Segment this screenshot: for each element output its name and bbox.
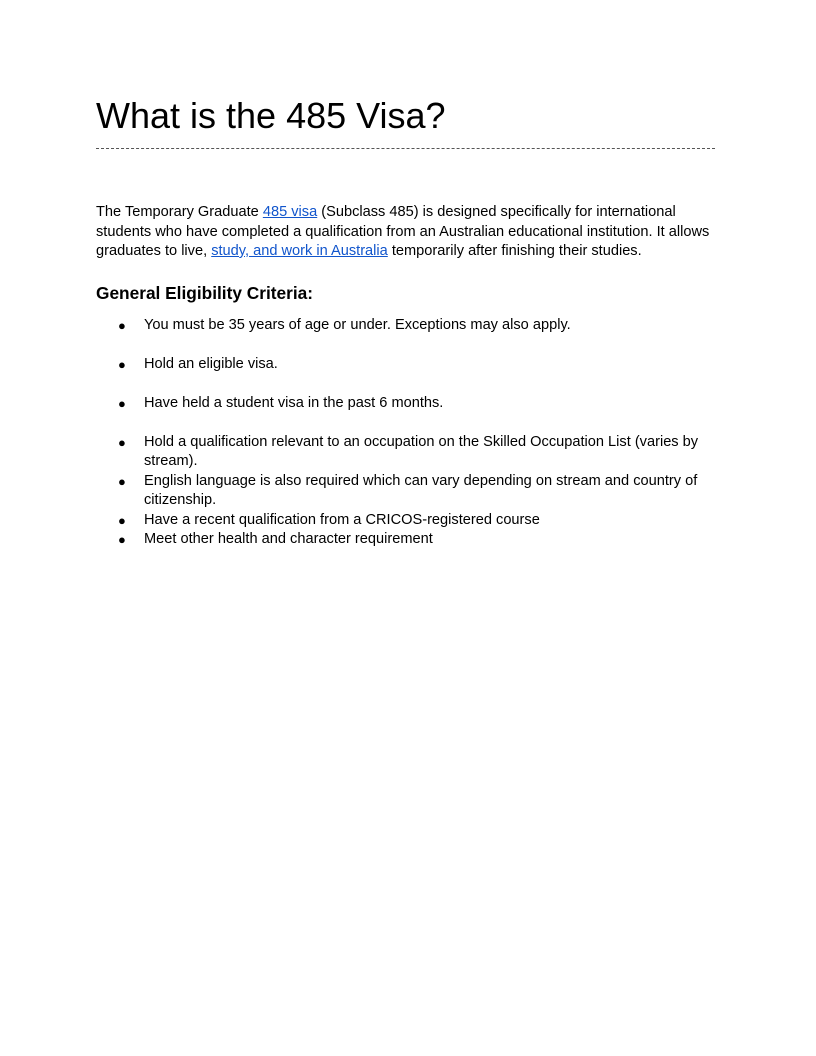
bullet-icon: ●	[118, 473, 126, 489]
list-item	[96, 316, 720, 336]
list-item	[96, 511, 720, 531]
list-item-text: Have a recent qualification from a CRICOS-registered course	[144, 511, 540, 528]
list-item-text: You must be 35 years of age or under. Exceptions may also apply.	[144, 316, 571, 333]
intro-text-2: (Subclass 485) is designed specifically for international students who have completed a qualification from an Australian educational institution. It allows graduates to live,	[96, 204, 710, 259]
intro-text-1: The Temporary Graduate	[96, 204, 263, 220]
bullet-icon: ●	[118, 395, 126, 411]
list-item	[96, 433, 720, 472]
link-study-work-australia[interactable]: study, and work in Australia	[211, 243, 388, 259]
document-page	[96, 94, 720, 550]
list-item-text: Hold a qualification relevant to an occupation on the Skilled Occupation List (varies by stream).	[144, 433, 699, 469]
eligibility-list	[96, 316, 720, 550]
page-title: What is the 485 Visa?	[96, 95, 446, 136]
list-item-text: Meet other health and character requirement	[144, 531, 433, 547]
list-item-text: English language is also required which can vary depending on stream and country of citizenship.	[144, 472, 698, 508]
list-item	[96, 472, 720, 511]
horizontal-divider	[96, 148, 715, 149]
bullet-icon: ●	[118, 434, 126, 450]
list-item	[96, 394, 720, 414]
intro-paragraph	[96, 203, 720, 262]
bullet-icon: ●	[118, 532, 126, 547]
bullet-icon: ●	[118, 512, 126, 528]
link-485-visa[interactable]: 485 visa	[262, 204, 318, 220]
list-item-text: Have held a student visa in the past 6 months.	[144, 394, 444, 411]
list-item-text: Hold an eligible visa.	[144, 355, 278, 372]
intro-text-3: temporarily after finishing their studies.	[387, 243, 642, 259]
list-item	[96, 355, 720, 375]
bullet-icon: ●	[118, 317, 126, 333]
bullet-icon: ●	[118, 356, 126, 372]
list-item	[96, 530, 720, 550]
eligibility-heading: General Eligibility Criteria:	[96, 282, 314, 303]
